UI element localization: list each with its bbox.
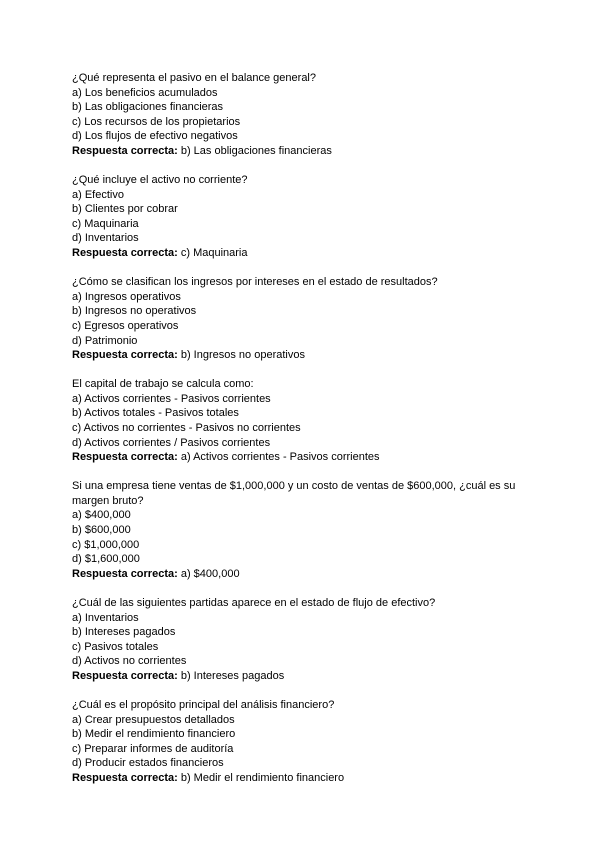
option-a: a) Crear presupuestos detallados (72, 713, 235, 726)
option-a: a) Ingresos operativos (72, 290, 181, 303)
option-c: c) Maquinaria (72, 217, 139, 230)
option-c: c) Pasivos totales (72, 640, 159, 653)
option-b: b) Medir el rendimiento financiero (72, 728, 236, 741)
option-b: b) Activos totales - Pasivos totales (72, 407, 239, 420)
option-c: c) $1,000,000 (72, 538, 140, 551)
option-d: d) Inventarios (72, 232, 139, 245)
option-a: a) Los beneficios acumulados (72, 86, 218, 99)
correct-answer-value: a) Activos corrientes - Pasivos corrientes (180, 451, 380, 464)
option-b: b) Clientes por cobrar (72, 203, 178, 216)
correct-answer-line (72, 669, 532, 684)
correct-answer-line (72, 771, 532, 786)
question-block (72, 71, 532, 159)
question-prompt: ¿Qué representa el pasivo en el balance general? (72, 72, 316, 84)
option-c: c) Preparar informes de auditoría (72, 742, 234, 755)
option-c: c) Activos no corrientes - Pasivos no corrientes (72, 421, 301, 434)
option-d: d) $1,600,000 (72, 553, 140, 566)
option-a: a) $400,000 (72, 509, 131, 522)
correct-answer-line (72, 144, 532, 159)
option-d: d) Activos no corrientes (72, 655, 187, 668)
correct-answer-label: Respuesta correcta: (72, 567, 178, 580)
correct-answer-value: c) Maquinaria (180, 247, 248, 260)
option-b: b) Ingresos no operativos (72, 305, 197, 318)
correct-answer-value: a) $400,000 (180, 567, 240, 580)
correct-answer-line (72, 450, 532, 465)
option-a: a) Efectivo (72, 188, 124, 201)
option-b: b) Intereses pagados (72, 626, 176, 639)
question-block (72, 698, 532, 786)
correct-answer-line (72, 567, 532, 582)
correct-answer-label: Respuesta correcta: (72, 349, 178, 362)
correct-answer-value: b) Ingresos no operativos (180, 349, 305, 362)
option-d: d) Activos corrientes / Pasivos corrientes (72, 436, 271, 449)
correct-answer-value: b) Las obligaciones financieras (180, 144, 332, 157)
correct-answer-label: Respuesta correcta: (72, 669, 178, 682)
question-prompt: ¿Qué incluye el activo no corriente? (72, 174, 248, 187)
option-a: a) Inventarios (72, 611, 139, 624)
question-prompt: ¿Cómo se clasifican los ingresos por intereses en el estado de resultados? (72, 276, 438, 289)
correct-answer-line (72, 246, 532, 261)
question-block (72, 377, 532, 465)
question-prompt: Si una empresa tiene ventas de $1,000,000 y un costo de ventas de $600,000, ¿cuál es su margen bruto? (72, 480, 516, 507)
question-prompt: ¿Cuál de las siguientes partidas aparece en el estado de flujo de efectivo? (72, 596, 436, 609)
correct-answer-label: Respuesta correcta: (72, 247, 178, 260)
question-block (72, 275, 532, 363)
question-block (72, 596, 532, 684)
option-b: b) $600,000 (72, 524, 131, 537)
correct-answer-label: Respuesta correcta: (72, 771, 178, 784)
question-block (72, 479, 532, 581)
option-c: c) Egresos operativos (72, 319, 179, 332)
correct-answer-label: Respuesta correcta: (72, 451, 178, 464)
option-d: d) Los flujos de efectivo negativos (72, 130, 238, 143)
question-block (72, 173, 532, 261)
correct-answer-value: b) Intereses pagados (180, 669, 285, 682)
question-list (72, 71, 532, 800)
option-b: b) Las obligaciones financieras (72, 101, 224, 114)
option-d: d) Patrimonio (72, 334, 138, 347)
correct-answer-value: b) Medir el rendimiento financiero (180, 771, 345, 784)
option-d: d) Producir estados financieros (72, 757, 224, 770)
correct-answer-line (72, 348, 532, 363)
question-prompt: ¿Cuál es el propósito principal del análisis financiero? (72, 698, 335, 711)
correct-answer-label: Respuesta correcta: (72, 144, 178, 157)
option-c: c) Los recursos de los propietarios (72, 115, 241, 128)
option-a: a) Activos corrientes - Pasivos corrientes (72, 392, 271, 405)
question-prompt: El capital de trabajo se calcula como: (72, 378, 254, 391)
